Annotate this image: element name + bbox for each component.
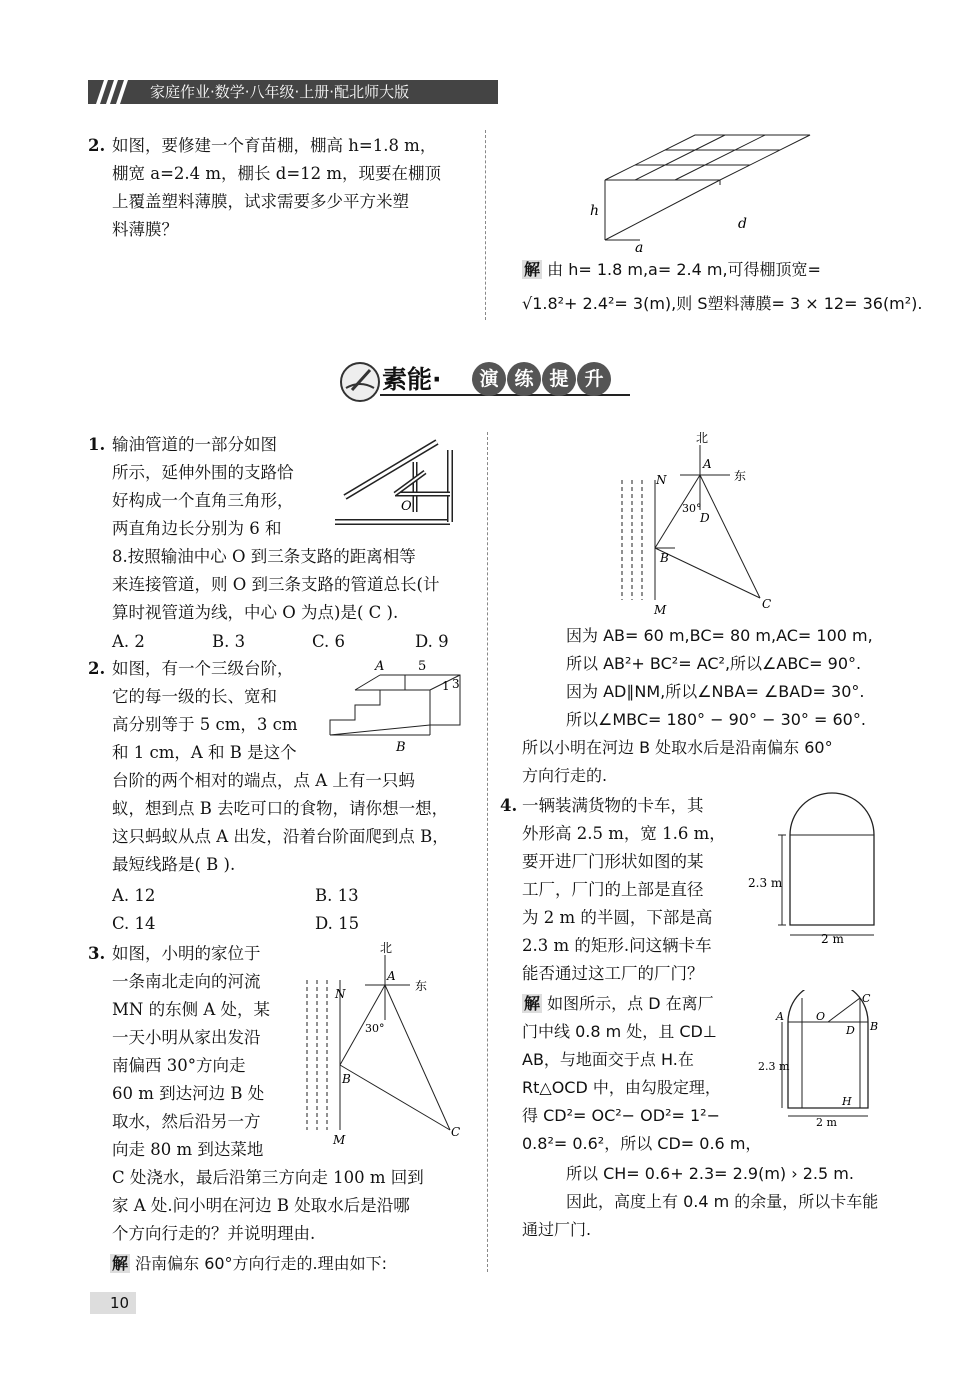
q1-line: 两直角边长分别为 6 和 [112, 519, 282, 538]
q2-option: D. 15 [315, 914, 360, 933]
label-north: 北 [380, 941, 393, 955]
solution-mark: 解 [524, 994, 541, 1013]
river-figure-right [610, 430, 800, 620]
label-3: 3 [452, 677, 460, 691]
q4-solution-line: 因此，高度上有 0.4 m 的余量，所以卡车能 [566, 1192, 879, 1211]
solution-mark: 解 [112, 1254, 129, 1273]
section-char: 升 [584, 368, 604, 390]
section-char: 练 [514, 368, 534, 390]
label-O: O [401, 499, 412, 514]
q3-solution-first: 沿南偏东 60°方向行走的.理由如下: [135, 1254, 388, 1273]
q3-line: 家 A 处.问小明在河边 B 处取水后是沿哪 [112, 1196, 410, 1215]
q2-line: 高分别等于 5 cm，3 cm [112, 715, 298, 734]
label-angle: 30° [682, 502, 702, 515]
q1-line: 算时视管道为线，中心 O 为点)是( C ). [112, 603, 399, 622]
label-h: h [590, 203, 600, 219]
q2-top-solution-line: 由 h= 1.8 m,a= 2.4 m,可得棚顶宽= [547, 260, 821, 279]
label-M: M [333, 1133, 346, 1147]
q1-line: 所示，延伸外围的支路恰 [112, 463, 294, 482]
header-title: 家庭作业·数学·八年级·上册·配北师大版 [150, 83, 410, 101]
gate-figure [745, 785, 885, 950]
q4-solution-line: 通过厂门. [522, 1220, 592, 1239]
q3-solution-line: 所以 AB²+ BC²= AC²,所以∠ABC= 90°. [566, 654, 862, 673]
q4-solution-line: 如图所示，点 D 在离厂 [547, 994, 714, 1013]
q4-solution-line: Rt△OCD 中，由勾股定理， [522, 1078, 721, 1097]
q1-line: 来连接管道，则 O 到三条支路的管道总长(计 [112, 575, 440, 594]
q3-line: 个方向行走的？并说明理由. [112, 1224, 316, 1243]
label-angle: 30° [365, 1022, 385, 1035]
label-D: D [700, 511, 710, 525]
label-B: B [660, 551, 669, 565]
header-slash-icon [92, 80, 132, 104]
q2-option: C. 14 [112, 914, 156, 933]
q4-line: 要开进厂门形状如图的某 [522, 852, 704, 871]
q3-line: 一天小明从家出发沿 [112, 1028, 261, 1047]
q1-option: D. 9 [415, 632, 449, 651]
q3-solution-line: 所以小明在河边 B 处取水后是沿南偏东 60° [522, 738, 833, 757]
q4-solution-line: 0.8²= 0.6²，所以 CD= 0.6 m， [522, 1134, 762, 1153]
q2-line: 最短线路是( B ). [112, 855, 236, 874]
q2-top-line: 料薄膜？ [112, 220, 178, 239]
label-C: C [451, 1125, 461, 1139]
q3-line: 向走 80 m 到达菜地 [112, 1140, 264, 1159]
q4-line: 2.3 m 的矩形.问这辆卡车 [522, 936, 712, 955]
label-5: 5 [418, 659, 427, 674]
q4-line: 一辆装满货物的卡车，其 [522, 796, 704, 815]
q2-number: 2. [88, 659, 106, 678]
greenhouse-figure [580, 130, 830, 255]
label-1: 1 [442, 679, 450, 693]
q4-line: 外形高 2.5 m，宽 1.6 m， [522, 824, 726, 843]
label-A: A [387, 969, 396, 983]
pipeline-figure [325, 432, 465, 542]
column-divider-top [485, 130, 486, 320]
q2-top-number: 2. [88, 136, 106, 155]
q4-line: 能否通过这工厂的厂门？ [522, 964, 704, 983]
q3-line: C 处浇水，最后沿第三方向走 100 m 回到 [112, 1168, 424, 1187]
section-char: 演 [479, 368, 499, 390]
q2-line: 和 1 cm，A 和 B 是这个 [112, 743, 297, 762]
label-north: 北 [696, 431, 709, 445]
label-C: C [762, 597, 772, 611]
label-M: M [654, 603, 667, 617]
q2-option: B. 13 [315, 886, 359, 905]
label-N: N [335, 987, 346, 1001]
q2-line: 如图，有一个三级台阶， [112, 659, 294, 678]
q2-line: 蚁，想到点 B 去吃可口的食物，请你想一想， [112, 799, 449, 818]
label-height: 2.3 m [758, 1060, 790, 1073]
q1-line: 好构成一个直角三角形， [112, 491, 294, 510]
q3-line: 南偏西 30°方向走 [112, 1056, 246, 1075]
label-east: 东 [734, 469, 747, 483]
label-width: 2 m [816, 1116, 837, 1129]
q2-line: 它的每一级的长、宽和 [112, 687, 277, 706]
q3-solution-line: 因为 AD∥NM,所以∠NBA= ∠BAD= 30°. [566, 682, 865, 701]
pencil-book-icon [338, 360, 382, 404]
page-number: 10 [110, 1294, 130, 1312]
q3-line: 60 m 到达河边 B 处 [112, 1084, 265, 1103]
river-figure-left [295, 940, 475, 1150]
q3-line: MN 的东侧 A 处，某 [112, 1000, 270, 1019]
q1-option: A. 2 [112, 632, 145, 651]
label-A: A [776, 1010, 784, 1023]
label-N: N [656, 473, 667, 487]
q4-solution-line: 得 CD²= OC²− OD²= 1²− [522, 1106, 720, 1125]
q3-solution-line: 方向行走的. [522, 766, 608, 785]
solution-mark: 解 [524, 260, 541, 279]
q3-solution-line: 所以∠MBC= 180° − 90° − 30° = 60°. [566, 710, 866, 729]
label-A: A [375, 659, 385, 674]
label-H: H [842, 1095, 852, 1108]
label-B: B [342, 1072, 351, 1086]
q2-top-line: 棚宽 a=2.4 m，棚长 d=12 m，现要在棚顶 [112, 164, 442, 183]
q2-line: 台阶的两个相对的端点，点 A 上有一只蚂 [112, 771, 415, 790]
q1-option: C. 6 [312, 632, 346, 651]
q2-top-solution-line: √1.8²+ 2.4²= 3(m),则 S塑料薄膜= 3 × 12= 36(m²). [522, 294, 923, 313]
label-a: a [635, 240, 644, 255]
q2-top-line: 上覆盖塑料薄膜，试求需要多少平方米塑 [112, 192, 409, 211]
label-D: D [846, 1024, 855, 1037]
q3-line: 一条南北走向的河流 [112, 972, 261, 991]
q3-line: 取水，然后沿另一方 [112, 1112, 261, 1131]
gate-solution-figure [758, 990, 888, 1130]
section-title: 素能· [382, 365, 442, 394]
q4-number: 4. [500, 796, 518, 815]
label-east: 东 [415, 979, 428, 993]
q2-line: 这只蚂蚁从点 A 出发，沿着台阶面爬到点 B， [112, 827, 449, 846]
q4-line: 工厂，厂门的上部是直径 [522, 880, 704, 899]
q4-line: 为 2 m 的半圆，下部是高 [522, 908, 713, 927]
label-O: O [816, 1010, 826, 1023]
label-width: 2 m [821, 932, 844, 946]
q1-line: 输油管道的一部分如图 [112, 435, 277, 454]
label-height: 2.3 m [748, 876, 783, 890]
column-divider-bottom [487, 432, 488, 1272]
section-char: 提 [549, 368, 569, 390]
q2-top-line: 如图，要修建一个育苗棚，棚高 h=1.8 m， [112, 136, 437, 155]
q3-solution-line: 因为 AB= 60 m,BC= 80 m,AC= 100 m, [566, 626, 873, 645]
q4-solution-line: AB，与地面交于点 H.在 [522, 1050, 694, 1069]
q3-line: 如图，小明的家位于 [112, 944, 261, 963]
label-C: C [862, 992, 871, 1005]
q4-solution-line: 门中线 0.8 m 处，且 CD⊥ [522, 1022, 717, 1041]
q1-option: B. 3 [212, 632, 246, 651]
q3-number: 3. [88, 944, 106, 963]
q1-line: 8.按照输油中心 O 到三条支路的距离相等 [112, 547, 416, 566]
q1-number: 1. [88, 435, 106, 454]
q2-option: A. 12 [112, 886, 156, 905]
label-B: B [396, 740, 406, 755]
label-B: B [870, 1020, 879, 1033]
q4-solution-line: 所以 CH= 0.6+ 2.3= 2.9(m) › 2.5 m. [566, 1164, 854, 1183]
stairs-figure [320, 655, 470, 755]
label-A: A [703, 457, 712, 471]
label-d: d [738, 216, 747, 232]
